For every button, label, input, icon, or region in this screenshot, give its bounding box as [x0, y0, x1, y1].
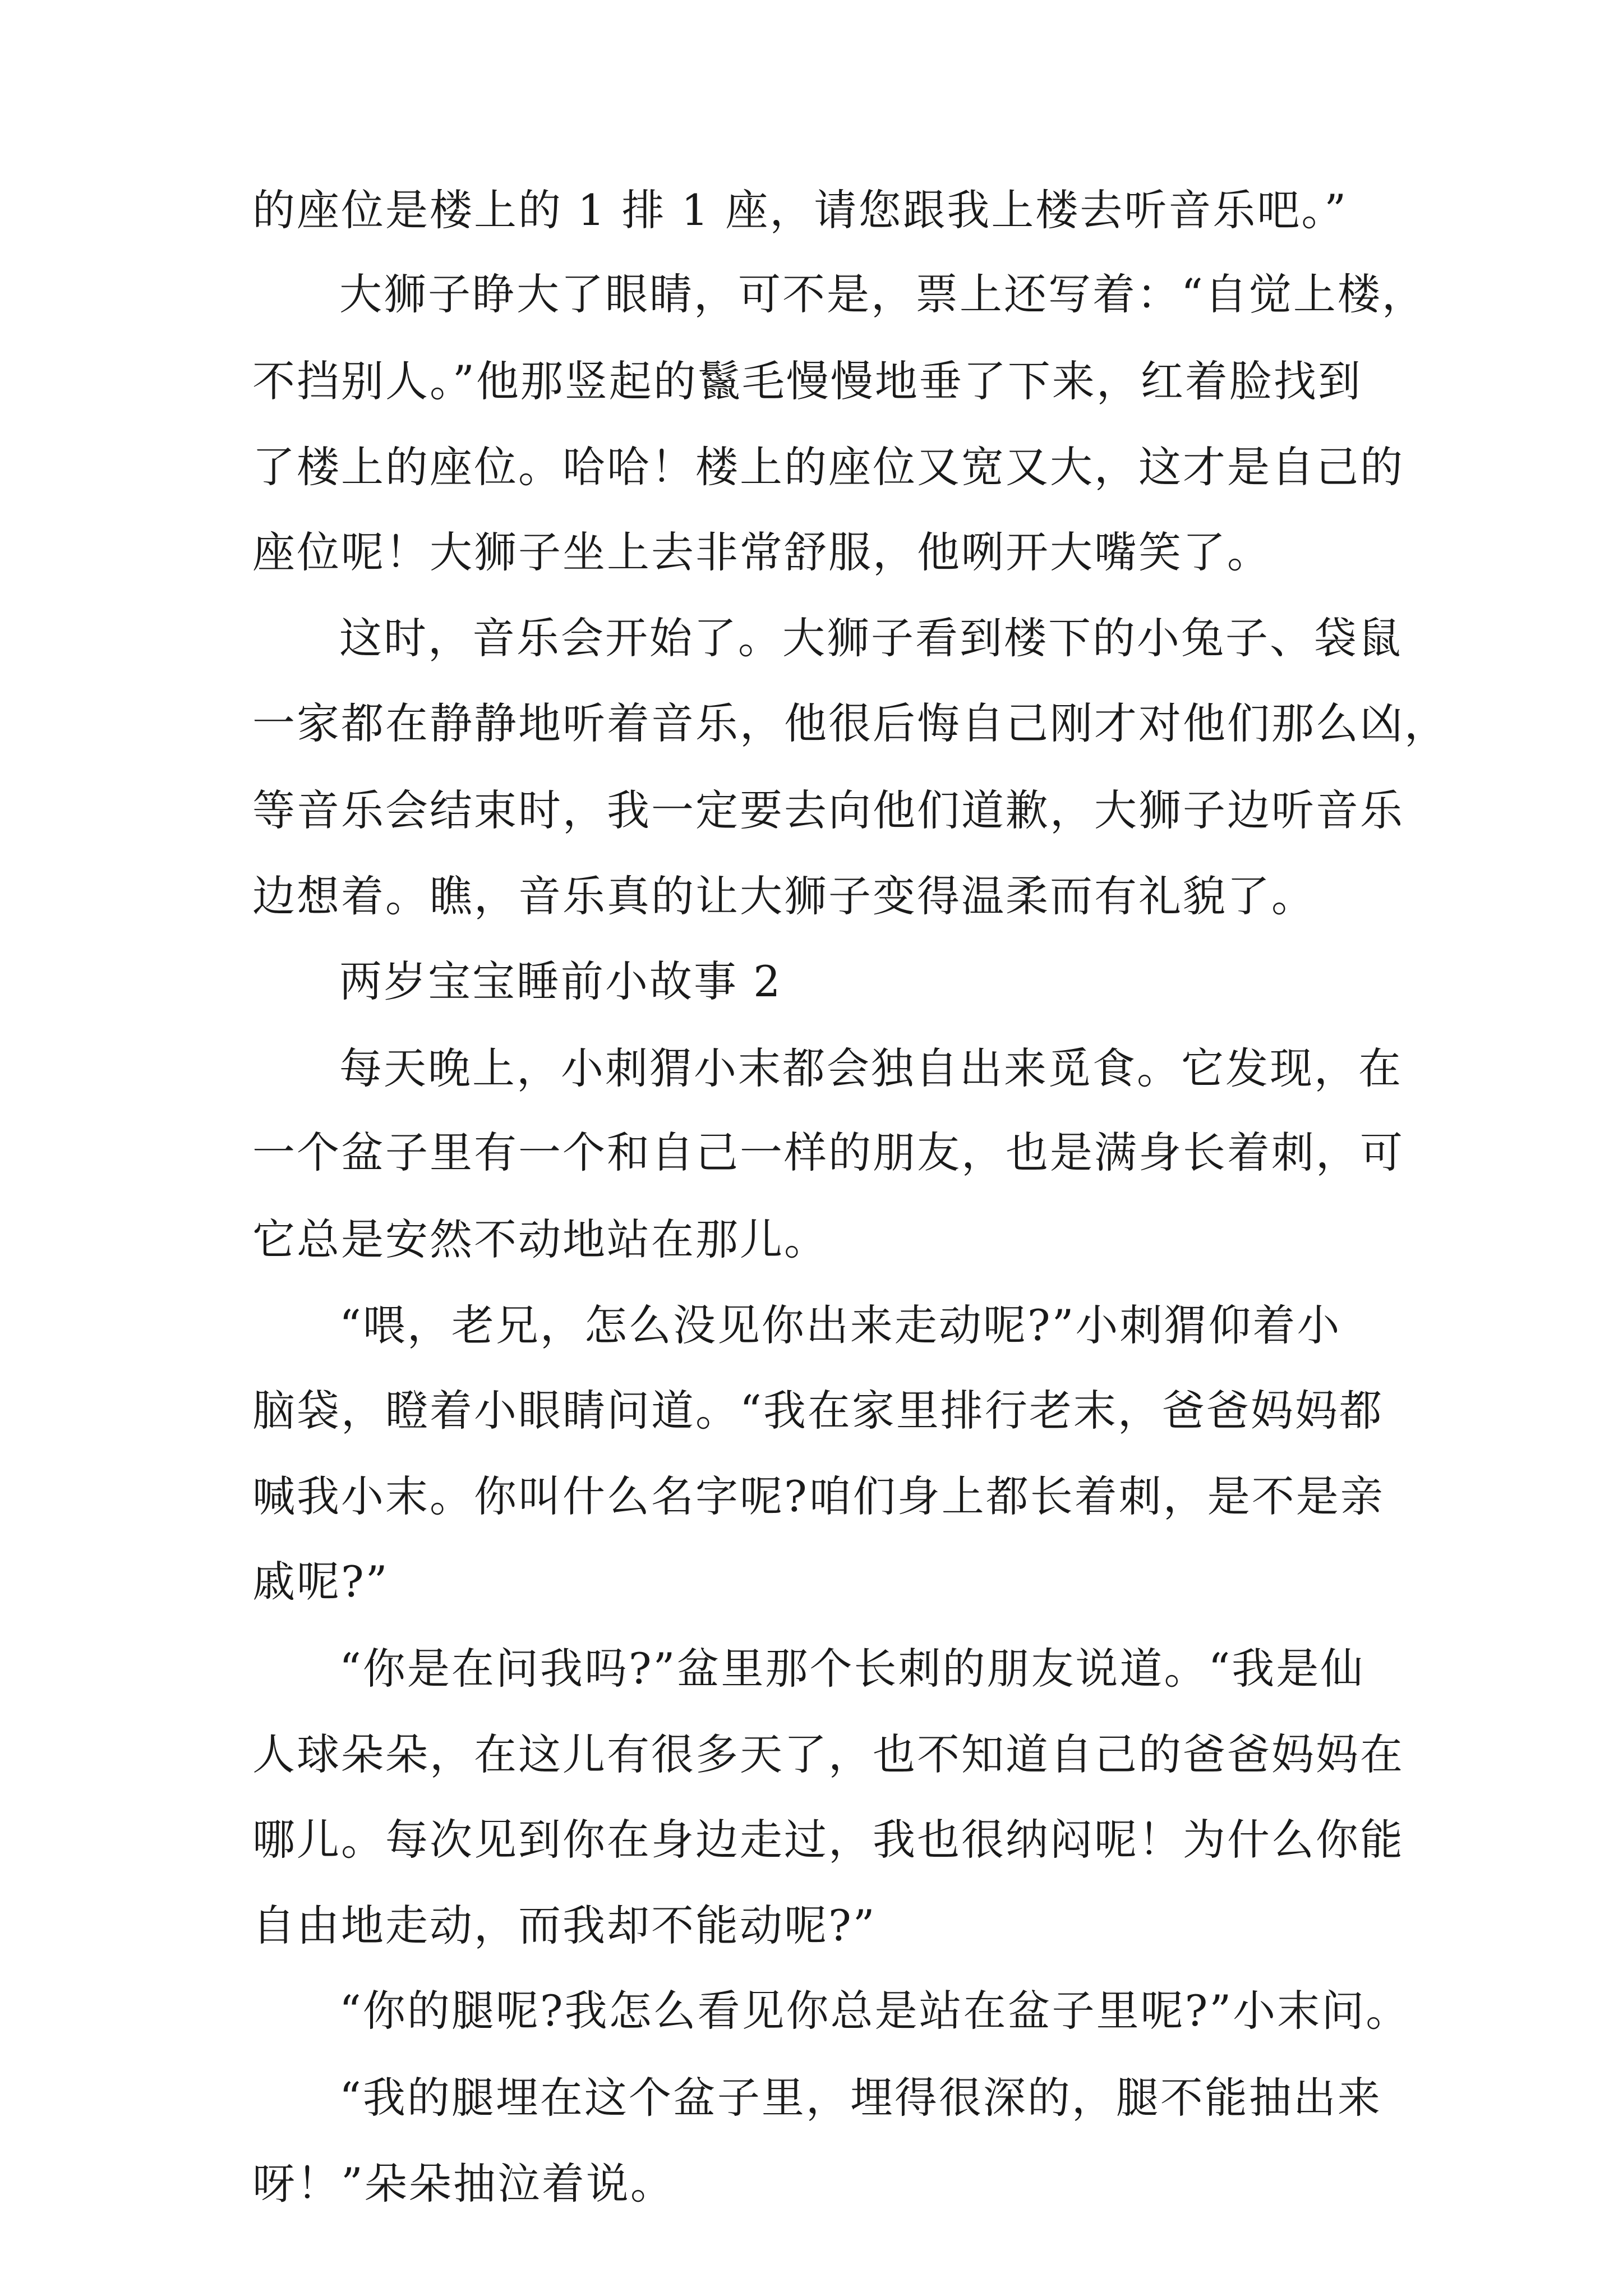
text-line: 一家都在静静地听着音乐，他很后悔自己刚才对他们那么凶，	[252, 698, 1449, 748]
section-heading: 两岁宝宝睡前小故事 2	[339, 956, 782, 1006]
text-line: 呀！”朵朵抽泣着说。	[252, 2159, 675, 2208]
text-line: 等音乐会结束时，我一定要去向他们道歉，大狮子边听音乐	[252, 785, 1404, 835]
paragraph-line: “喂，老兄，怎么没见你出来走动呢?”小刺猬仰着小	[339, 1300, 1341, 1350]
paragraph-line: 大狮子睁大了眼睛，可不是，票上还写着：“自觉上楼，	[339, 269, 1426, 319]
text-line: 脑袋，瞪着小眼睛问道。“我在家里排行老末，爸爸妈妈都	[252, 1386, 1384, 1435]
paragraph-line: 每天晚上，小刺猬小末都会独自出来觅食。它发现，在	[339, 1043, 1403, 1093]
paragraph-line: “你是在问我吗?”盆里那个长刺的朋友说道。“我是仙	[339, 1644, 1365, 1694]
text-line: 自由地走动，而我却不能动呢?”	[252, 1901, 877, 1950]
text-line: 不挡别人。”他那竖起的鬣毛慢慢地垂了下来，红着脸找到	[252, 356, 1362, 406]
paragraph-line: 这时，音乐会开始了。大狮子看到楼下的小兔子、袋鼠	[339, 613, 1403, 663]
text-line: 哪儿。每次见到你在身边走过，我也很纳闷呢！为什么你能	[252, 1815, 1404, 1865]
text-line: 喊我小末。你叫什么名字呢?咱们身上都长着刺，是不是亲	[252, 1471, 1385, 1521]
text-line: 戚呢?”	[252, 1557, 389, 1607]
text-line: 了楼上的座位。哈哈！楼上的座位又宽又大，这才是自己的	[252, 442, 1404, 492]
text-line: 座位呢！大狮子坐上去非常舒服，他咧开大嘴笑了。	[252, 527, 1271, 577]
text-line: 边想着。瞧，音乐真的让大狮子变得温柔而有礼貌了。	[252, 871, 1316, 921]
paragraph-line: “我的腿埋在这个盆子里，埋得很深的，腿不能抽出来	[339, 2073, 1382, 2123]
paragraph-line: “你的腿呢?我怎么看见你总是站在盆子里呢?”小末问。	[339, 1986, 1410, 2036]
text-line: 一个盆子里有一个和自己一样的朋友，也是满身长着刺，可	[252, 1128, 1404, 1177]
text-line: 的座位是楼上的 1 排 1 座，请您跟我上楼去听音乐吧。”	[252, 185, 1348, 235]
text-line: 人球朵朵，在这儿有很多天了，也不知道自己的爸爸妈妈在	[252, 1729, 1404, 1779]
text-line: 它总是安然不动地站在那儿。	[252, 1214, 828, 1264]
